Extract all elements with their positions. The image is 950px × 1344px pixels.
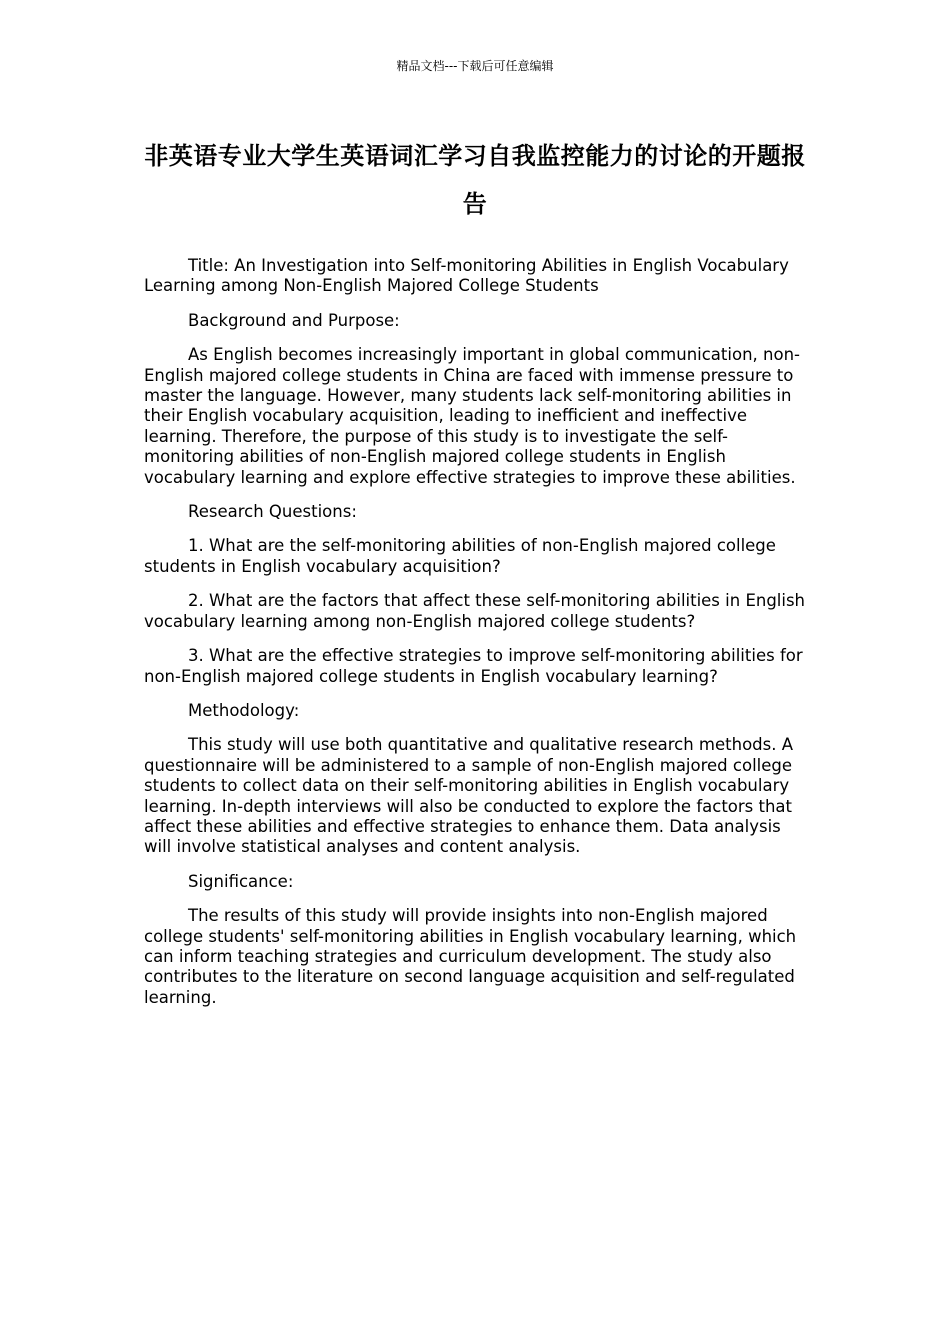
- document-title: 非英语专业大学生英语词汇学习自我监控能力的讨论的开题报告: [144, 142, 806, 218]
- paragraph-methodology: This study will use both quantitative and qualitative research methods. A questionnaire will be administered to a sample of non-English majored college students to collect data on their self-monitoring abilities in English vocabulary learning. In-depth interviews will also be conducted to explore the factors that affect these abilities and effective strategies to enhance them. Data analysis will involve statistical analyses and content analysis.: [144, 735, 794, 857]
- paragraph-title-line: Title: An Investigation into Self-monitoring Abilities in English Vocabulary Learning among Non-English Majored College Students: [144, 256, 789, 296]
- heading-significance: Significance:: [188, 871, 294, 891]
- paragraph-background: As English becomes increasingly important in global communication, non-English majored college students in China are faced with immense pressure to master the language. However, many students lack self-monitoring abilities in their English vocabulary acquisition, leading to inefficient and ineffective learning. Therefore, the purpose of this study is to investigate the self-monitoring abilities of non-English majored college students in English vocabulary learning and explore effective strategies to improve these abilities.: [144, 345, 800, 487]
- research-question-3: 3. What are the effective strategies to improve self-monitoring abilities for non-English majored college students in English vocabulary learning?: [144, 646, 803, 686]
- heading-methodology: Methodology:: [188, 700, 300, 720]
- document-body: [144, 256, 808, 1022]
- heading-background-purpose: Background and Purpose:: [188, 310, 400, 330]
- paragraph-significance: The results of this study will provide insights into non-English majored college students' self-monitoring abilities in English vocabulary learning, which can inform teaching strategies and curriculum development. The study also contributes to the literature on second language acquisition and self-regulated learning.: [144, 906, 797, 1007]
- research-question-1: 1. What are the self-monitoring abilities of non-English majored college students in English vocabulary acquisition?: [144, 536, 776, 576]
- heading-research-questions: Research Questions:: [188, 502, 357, 522]
- research-question-2: 2. What are the factors that affect these self-monitoring abilities in English vocabulary learning among non-English majored college students?: [144, 591, 806, 631]
- page-header-note: 精品文档---下载后可任意编辑: [396, 59, 554, 73]
